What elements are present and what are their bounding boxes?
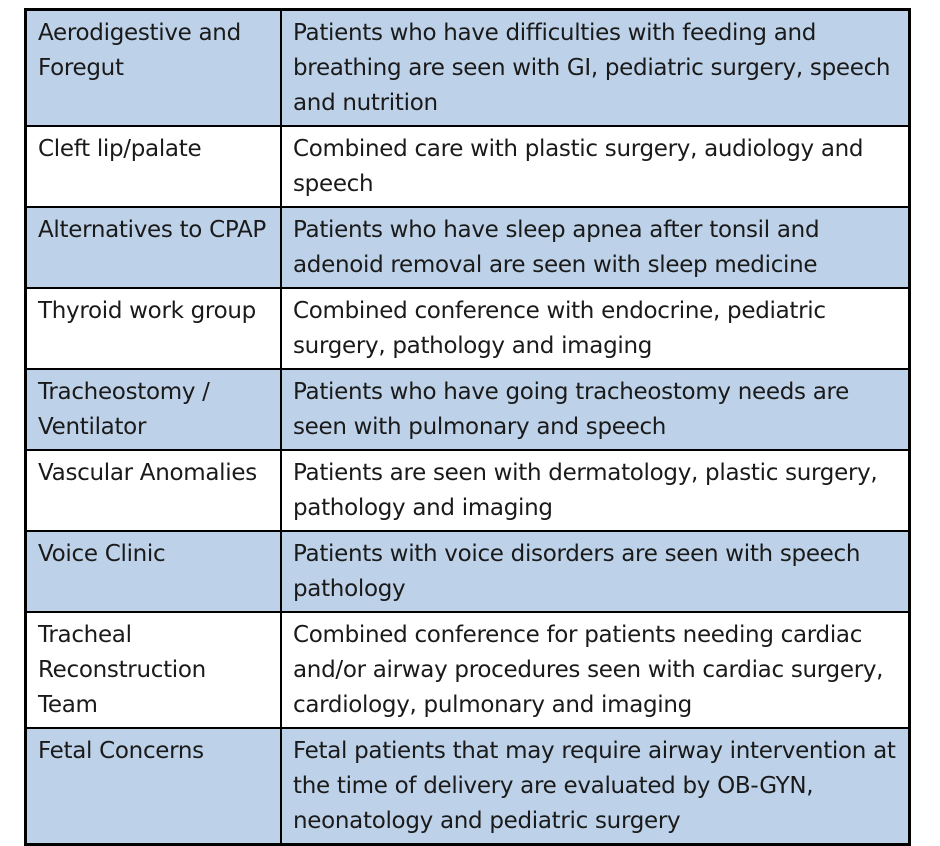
table-row (26, 728, 910, 845)
clinic-description: Combined conference with endocrine, pediatric surgery, pathology and imaging (281, 288, 910, 369)
clinic-name: Thyroid work group (26, 288, 282, 369)
clinics-table (24, 8, 911, 846)
clinic-description: Combined care with plastic surgery, audiology and speech (281, 126, 910, 207)
clinic-name: Tracheal Reconstruction Team (26, 612, 282, 728)
table-row (26, 531, 910, 612)
clinic-name: Tracheostomy / Ventilator (26, 369, 282, 450)
clinic-name: Vascular Anomalies (26, 450, 282, 531)
clinic-name: Voice Clinic (26, 531, 282, 612)
clinic-description: Combined conference for patients needing cardiac and/or airway procedures seen with cardiac surgery, cardiology, pulmonary and imaging (281, 612, 910, 728)
table-row (26, 612, 910, 728)
table-row (26, 10, 910, 127)
table-row (26, 450, 910, 531)
clinic-description: Patients who have sleep apnea after tonsil and adenoid removal are seen with sleep medicine (281, 207, 910, 288)
table-row (26, 369, 910, 450)
clinic-name: Alternatives to CPAP (26, 207, 282, 288)
clinic-name: Cleft lip/palate (26, 126, 282, 207)
table-row (26, 207, 910, 288)
table-row (26, 288, 910, 369)
clinic-description: Patients with voice disorders are seen with speech pathology (281, 531, 910, 612)
clinic-description: Patients who have going tracheostomy needs are seen with pulmonary and speech (281, 369, 910, 450)
clinic-description: Patients who have difficulties with feeding and breathing are seen with GI, pediatric surgery, speech and nutrition (281, 10, 910, 127)
clinic-description: Patients are seen with dermatology, plastic surgery, pathology and imaging (281, 450, 910, 531)
clinic-name: Aerodigestive and Foregut (26, 10, 282, 127)
clinic-name: Fetal Concerns (26, 728, 282, 845)
clinic-description: Fetal patients that may require airway intervention at the time of delivery are evaluated by OB-GYN, neonatology and pediatric surgery (281, 728, 910, 845)
table-row (26, 126, 910, 207)
